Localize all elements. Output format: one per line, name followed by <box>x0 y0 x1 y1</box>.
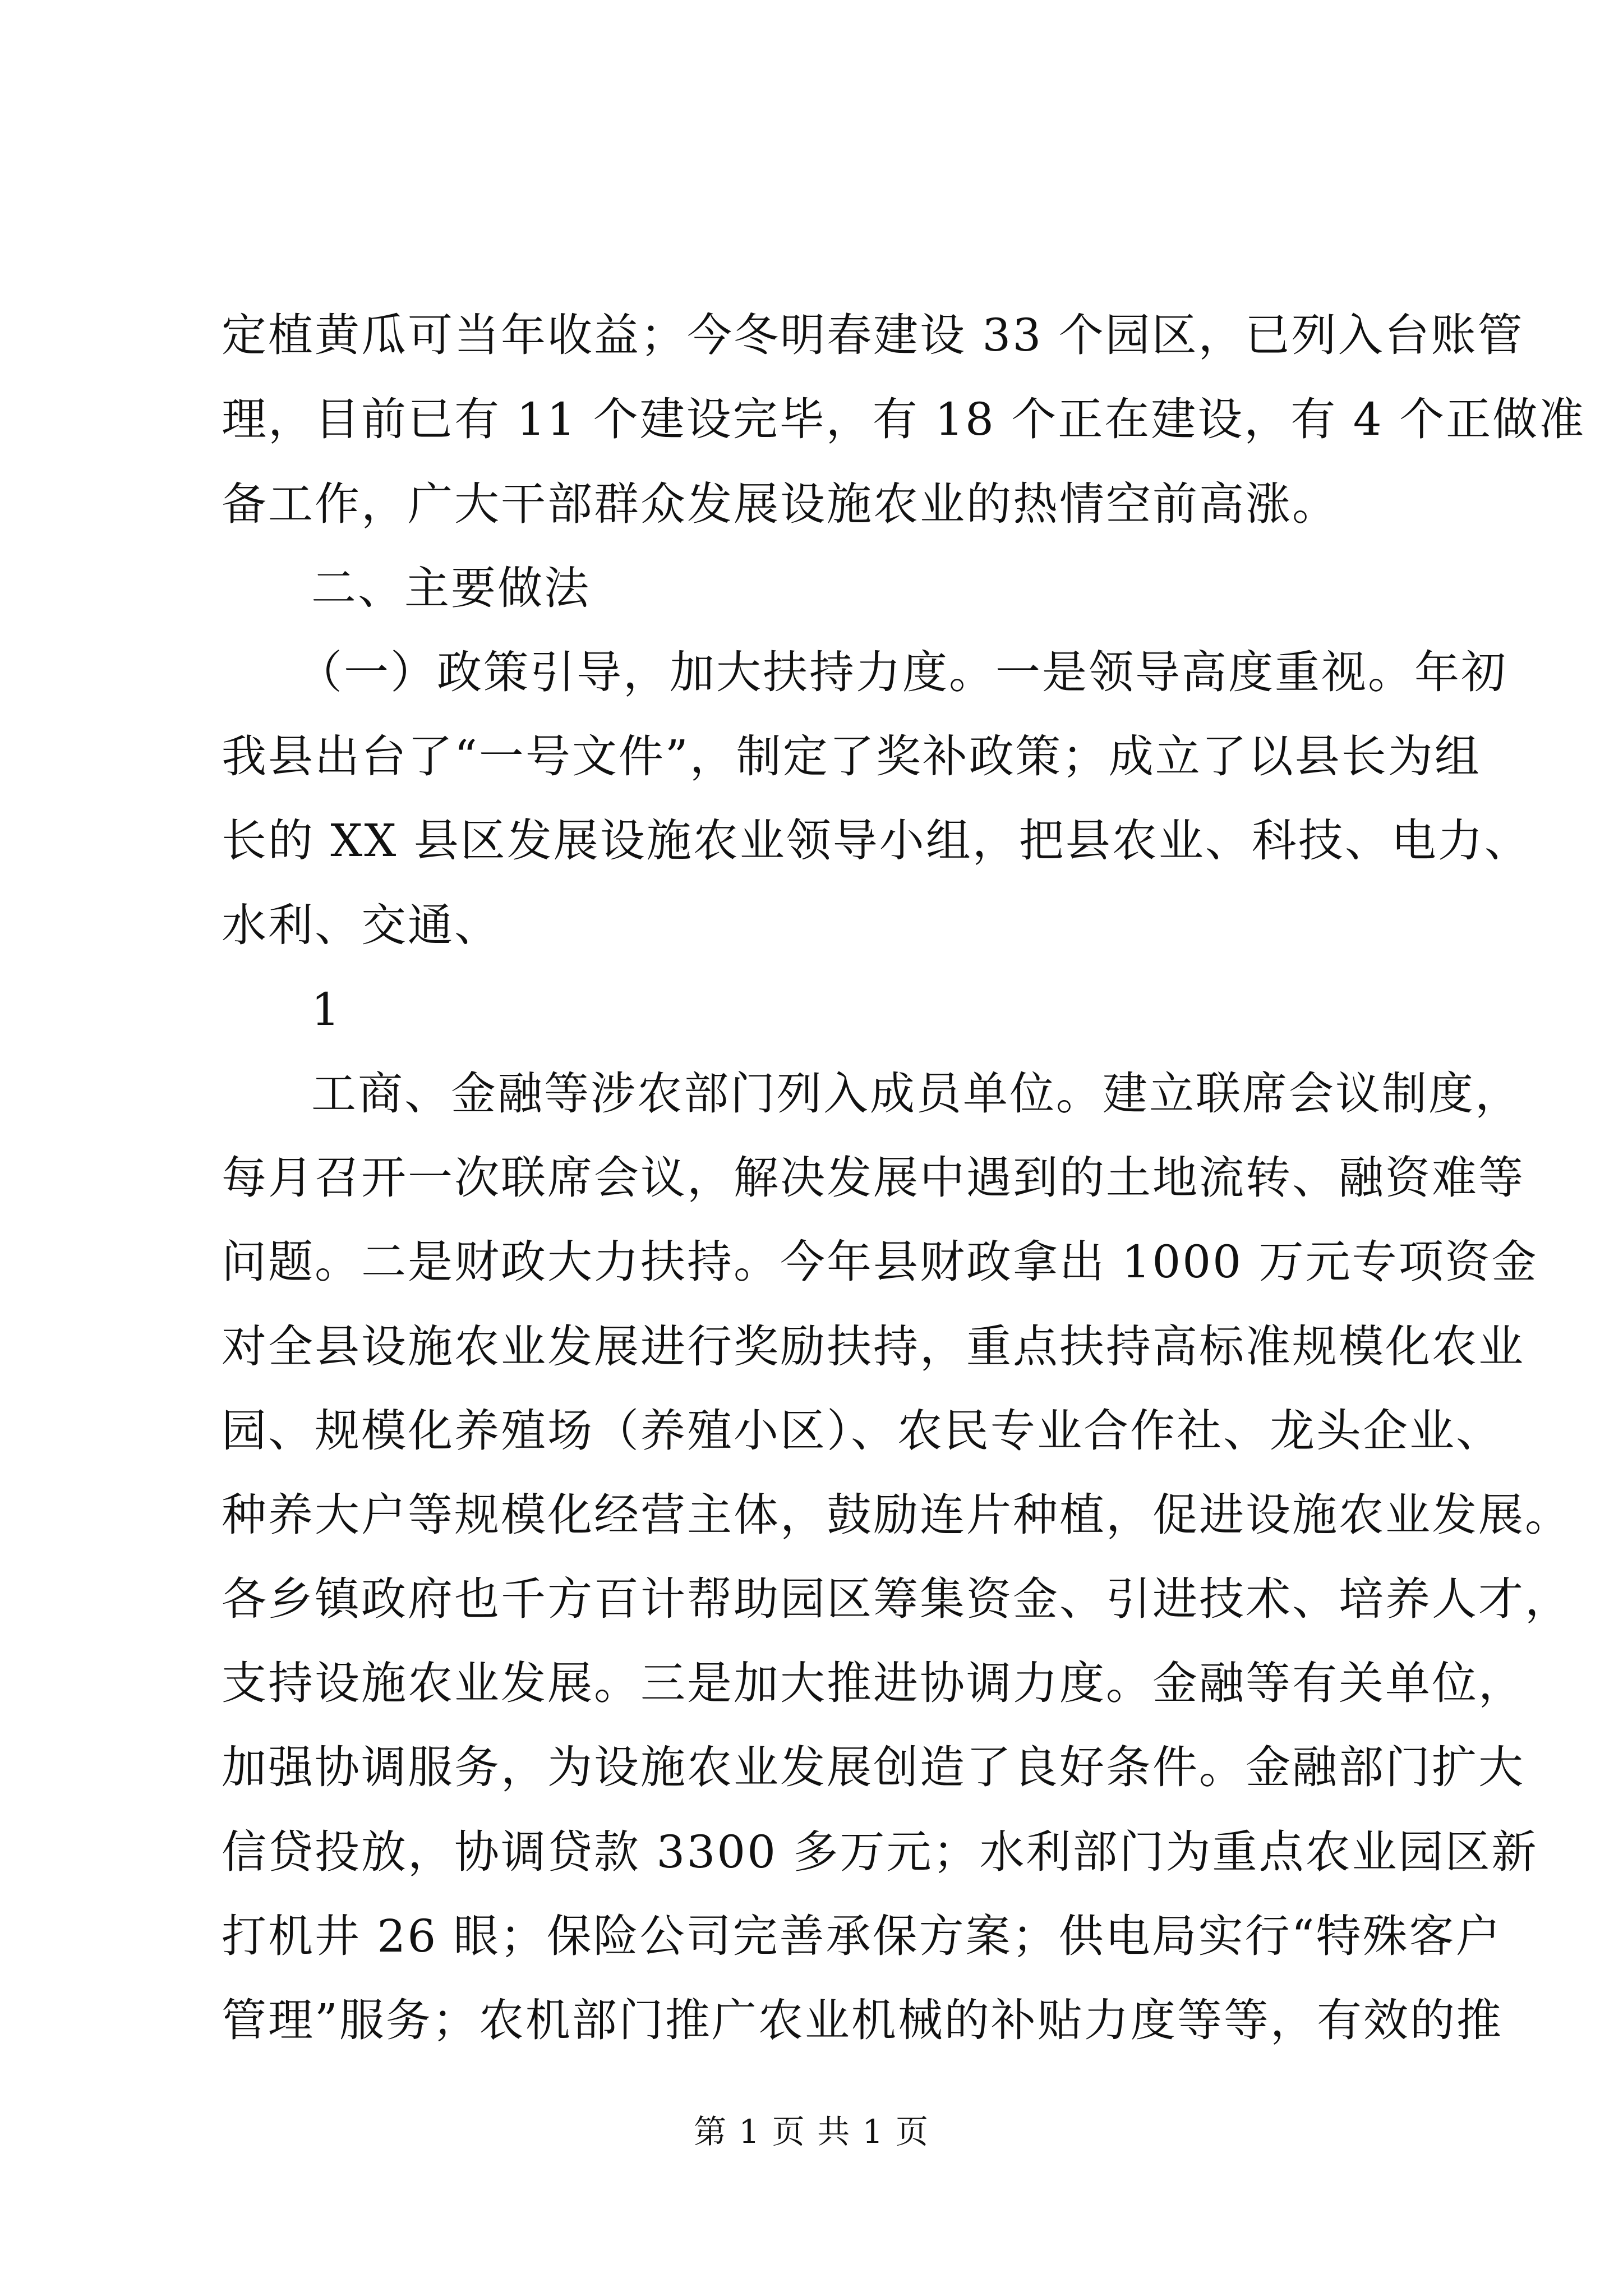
subsection-heading: （一）政策引导，加大扶持力度。一是领导高度重视。年初 <box>297 646 1507 698</box>
text-line: 种养大户等规模化经营主体，鼓励连片种植，促进设施农业发展。 <box>222 1489 1571 1541</box>
text-line: 加强协调服务，为设施农业发展创造了良好条件。金融部门扩大 <box>222 1741 1525 1793</box>
text-line: 对全县设施农业发展进行奖励扶持，重点扶持高标准规模化农业 <box>222 1320 1525 1373</box>
page-footer: 第 1 页 共 1 页 <box>694 2113 929 2151</box>
text-line: 各乡镇政府也千方百计帮助园区筹集资金、引进技术、培养人才， <box>222 1573 1571 1625</box>
text-line: 问题。二是财政大力扶持。今年县财政拿出 1000 万元专项资金 <box>222 1236 1538 1288</box>
text-line: 备工作，广大干部群众发展设施农业的热情空前高涨。 <box>222 478 1339 530</box>
text-line: 支持设施农业发展。三是加大推进协调力度。金融等有关单位， <box>222 1657 1525 1709</box>
text-line: 园、规模化养殖场（养殖小区）、农民专业合作社、龙头企业、 <box>222 1405 1502 1457</box>
text-line: 定植黄瓜可当年收益；今冬明春建设 33 个园区，已列入台账管 <box>222 309 1524 361</box>
section-heading: 二、主要做法 <box>311 562 591 614</box>
text-line: 理，目前已有 11 个建设完毕，有 18 个正在建设，有 4 个正做准 <box>222 393 1586 445</box>
text-line: 信贷投放，协调贷款 3300 多万元；水利部门为重点农业园区新 <box>222 1826 1538 1878</box>
text-line: 打机井 26 眼；保险公司完善承保方案；供电局实行“特殊客户 <box>222 1910 1502 1962</box>
inline-page-number: 1 <box>311 983 340 1036</box>
text-line: 长的 XX 县区发展设施农业领导小组，把县农业、科技、电力、 <box>222 815 1531 867</box>
text-line: 每月召开一次联席会议，解决发展中遇到的土地流转、融资难等 <box>222 1152 1525 1204</box>
text-line: 工商、金融等涉农部门列入成员单位。建立联席会议制度， <box>311 1068 1521 1120</box>
text-line: 管理”服务；农机部门推广农业机械的补贴力度等等，有效的推 <box>222 1994 1503 2046</box>
text-line: 水利、交通、 <box>222 899 501 951</box>
text-line: 我县出台了“一号文件”，制定了奖补政策；成立了以县长为组 <box>222 730 1481 783</box>
